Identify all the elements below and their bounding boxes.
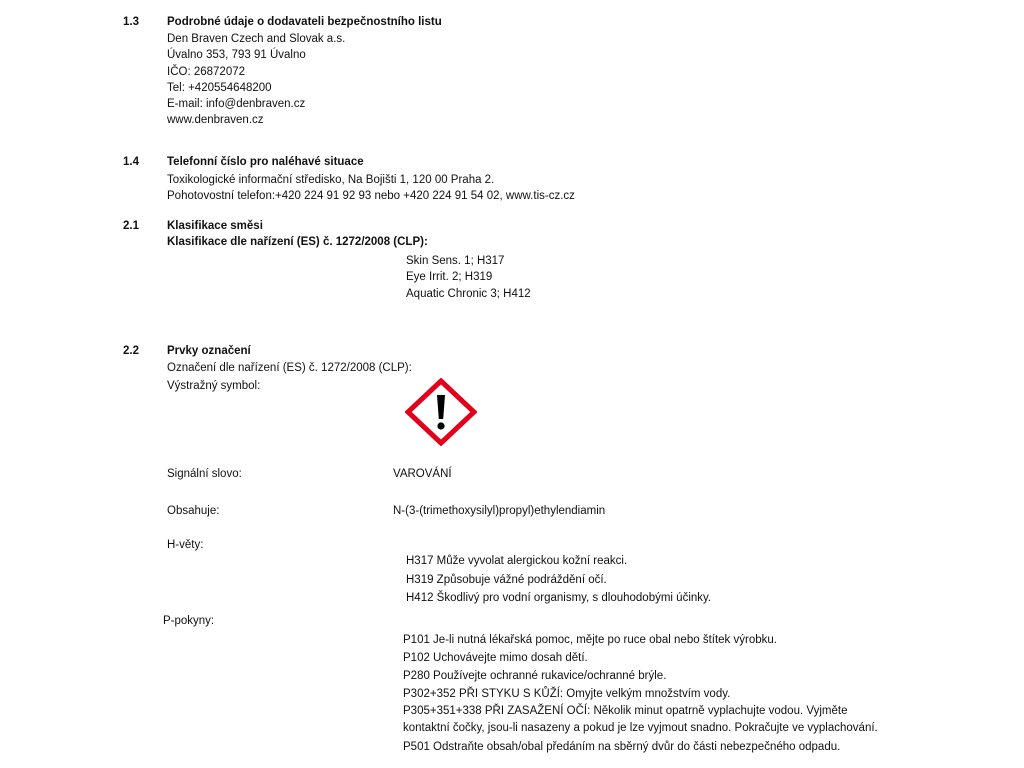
classification-subtitle: Klasifikace dle nařízení (ES) č. 1272/2008 (CLP):	[167, 236, 428, 248]
supplier-email: E-mail: info@denbraven.cz	[167, 98, 306, 110]
contains-label: Obsahuje:	[167, 505, 220, 517]
p-statement-continuation: kontaktní čočky, jsou-li nasazeny a pokud je lze vyjmout snadno. Pokračujte ve vyplachování.	[403, 722, 878, 734]
contains-value: N-(3-(trimethoxysilyl)propyl)ethylendiamin	[393, 505, 606, 517]
section-number-2-1: 2.1	[123, 220, 139, 232]
h-statements-label: H-věty:	[167, 539, 204, 551]
section-title-1-3: Podrobné údaje o dodavateli bezpečnostního listu	[167, 16, 442, 28]
classification-item: Aquatic Chronic 3; H412	[406, 288, 531, 300]
labelling-line: Označení dle nařízení (ES) č. 1272/2008 (CLP):	[167, 362, 412, 374]
h-statement: H317 Může vyvolat alergickou kožní reakci.	[406, 555, 628, 567]
section-title-1-4: Telefonní číslo pro naléhavé situace	[167, 156, 364, 168]
p-statement: P280 Používejte ochranné rukavice/ochranné brýle.	[403, 670, 667, 682]
signal-word-label: Signální slovo:	[167, 468, 242, 480]
h-statement: H319 Způsobuje vážné podráždění očí.	[406, 574, 607, 586]
supplier-ico: IČO: 26872072	[167, 66, 246, 78]
toxicology-center-line: Toxikologické informační středisko, Na Bojišti 1, 120 00 Praha 2.	[167, 174, 495, 186]
p-statement: P102 Uchovávejte mimo dosah dětí.	[403, 652, 588, 664]
section-number-2-2: 2.2	[123, 345, 139, 357]
supplier-name: Den Braven Czech and Slovak a.s.	[167, 33, 346, 45]
p-statement: P302+352 PŘI STYKU S KŮŽÍ: Omyjte velkým množstvím vody.	[403, 688, 731, 700]
classification-item: Skin Sens. 1; H317	[406, 255, 505, 267]
p-statement: P305+351+338 PŘI ZASAŽENÍ OČÍ: Několik minut opatrně vyplachujte vodou. Vyjměte	[403, 705, 848, 717]
hazard-symbol-label: Výstražný symbol:	[167, 380, 261, 392]
signal-word-value: VAROVÁNÍ	[393, 468, 452, 480]
p-statements-label: P-pokyny:	[163, 615, 215, 627]
p-statement: P101 Je-li nutná lékařská pomoc, mějte po ruce obal nebo štítek výrobku.	[403, 634, 777, 646]
supplier-website: www.denbraven.cz	[167, 114, 264, 126]
section-number-1-3: 1.3	[123, 16, 139, 28]
classification-item: Eye Irrit. 2; H319	[406, 271, 493, 283]
supplier-phone: Tel: +420554648200	[167, 82, 272, 94]
p-statement: P501 Odstraňte obsah/obal předáním na sběrný dvůr do části nebezpečného odpadu.	[403, 741, 841, 753]
emergency-phone-line: Pohotovostní telefon:+420 224 91 92 93 nebo +420 224 91 54 02, www.tis-cz.cz	[167, 190, 575, 202]
section-title-2-1: Klasifikace směsi	[167, 220, 263, 232]
exclamation-mark-hazard-icon	[405, 378, 477, 446]
h-statement: H412 Škodlivý pro vodní organismy, s dlouhodobými účinky.	[406, 592, 712, 604]
section-title-2-2: Prvky označení	[167, 345, 251, 357]
supplier-address: Úvalno 353, 793 91 Úvalno	[167, 49, 306, 61]
section-number-1-4: 1.4	[123, 156, 139, 168]
